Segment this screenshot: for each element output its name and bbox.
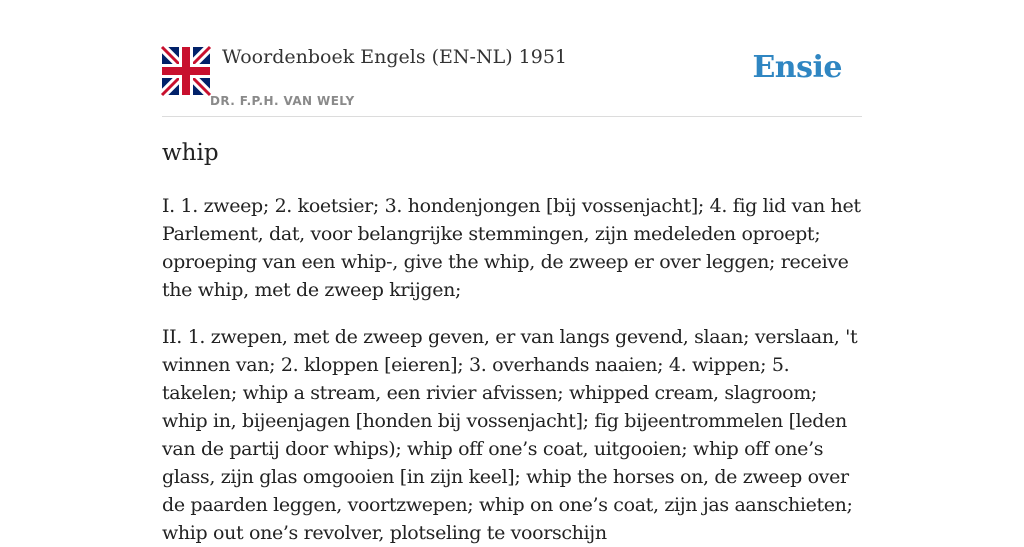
dictionary-page <box>162 0 862 544</box>
uk-flag-icon <box>162 47 210 95</box>
page-header <box>162 0 862 117</box>
ensie-logo[interactable]: Ensie <box>752 50 842 85</box>
dictionary-author[interactable]: DR. F.P.H. VAN WELY <box>210 94 355 108</box>
dictionary-title[interactable]: Woordenboek Engels (EN-NL) 1951 <box>222 46 567 68</box>
definition-paragraph: I. 1. zweep; 2. koetsier; 3. hondenjongen [bij vossenjacht]; 4. fig lid van het Parlement, dat, voor belangrijke stemmingen, zijn medeleden oproept; oproeping van een whip-, give the whip, de zweep er over leggen; receive the whip, met de zweep krijgen; <box>162 195 861 301</box>
headword: whip <box>162 140 219 166</box>
definition-paragraph: II. 1. zwepen, met de zweep geven, er van langs gevend, slaan; verslaan, 't winnen van; 2. kloppen [eieren]; 3. overhands naaien; 4. wippen; 5. takelen; whip a stream, een rivier afvissen; whipped cream, slagroom; whip in, bijeenjagen [honden bij vossenjacht]; fig bijeentrommelen [leden van de partij door whips); whip off one’s coat, uitgooien; whip off one’s glass, zijn glas omgooien [in zijn keel]; whip the horses on, de zweep over de paarden leggen, voortzwepen; whip on one’s coat, zijn jas aanschieten; whip out one’s revolver, plotseling te voorschijn <box>162 326 858 544</box>
